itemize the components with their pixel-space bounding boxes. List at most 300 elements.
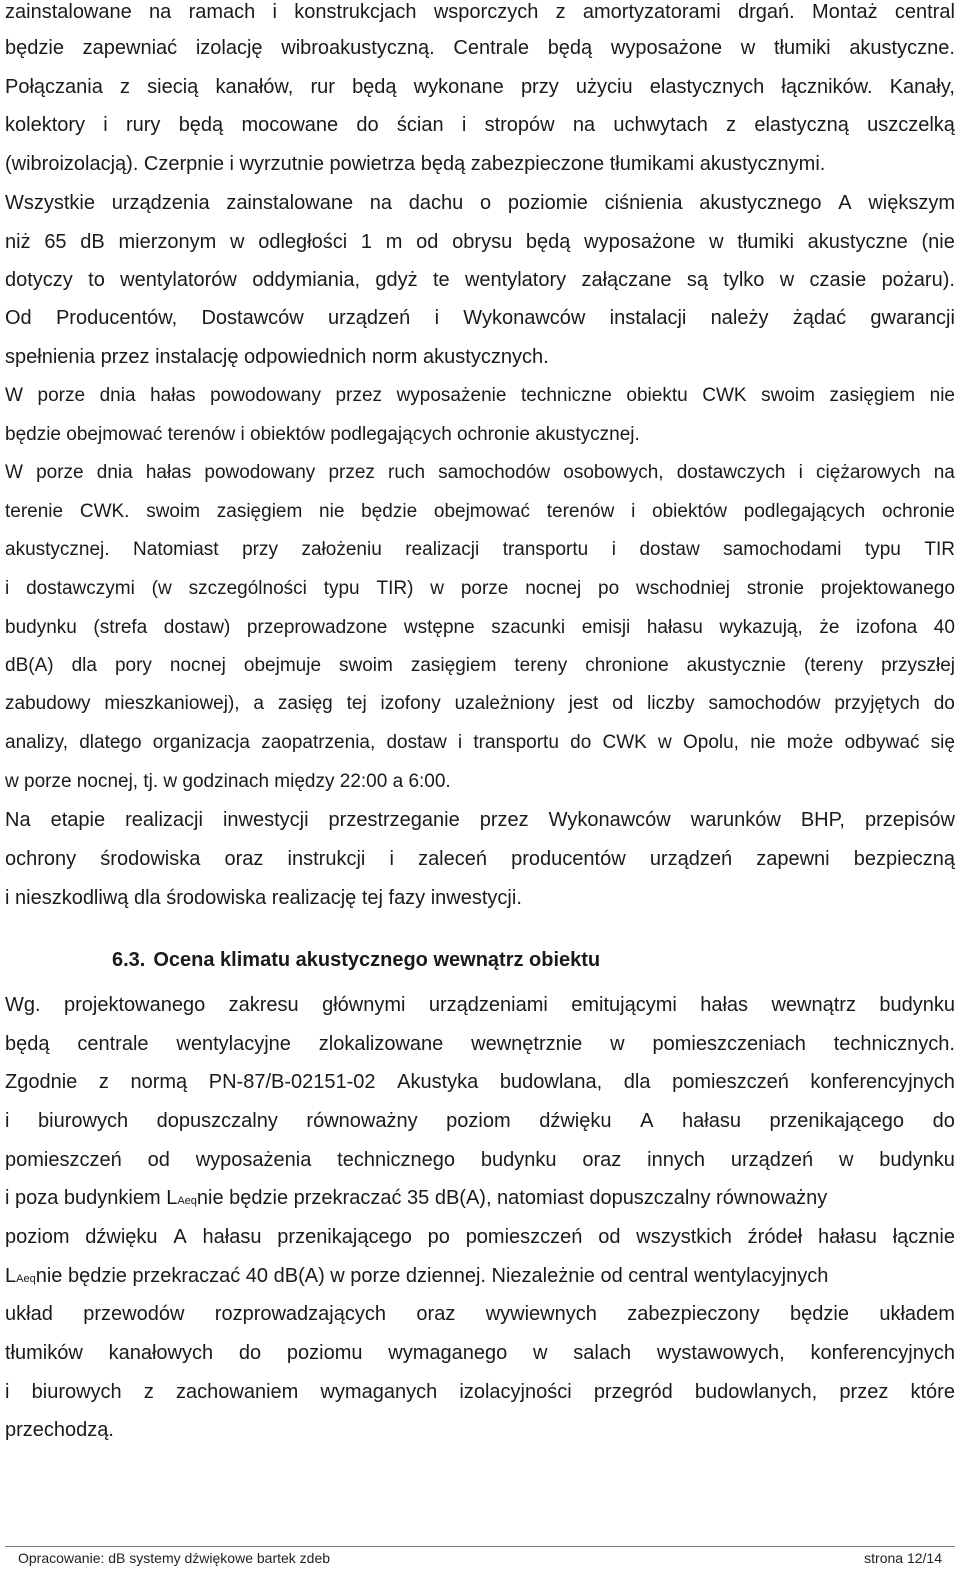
word: chronione bbox=[585, 655, 669, 676]
word: i bbox=[631, 501, 636, 522]
word: i bbox=[798, 462, 803, 483]
word: centrale bbox=[77, 1033, 149, 1055]
section-heading bbox=[112, 948, 600, 972]
word: elastyczną bbox=[754, 114, 849, 136]
word: szczególności bbox=[188, 578, 307, 599]
word: stronie bbox=[746, 578, 804, 599]
text-line bbox=[5, 1109, 955, 1133]
word: budynku bbox=[879, 994, 955, 1016]
word: elastycznych bbox=[649, 76, 765, 98]
word: ochrony bbox=[5, 848, 77, 870]
text-line bbox=[5, 993, 955, 1017]
text-line bbox=[5, 268, 955, 292]
word: głównymi bbox=[322, 994, 406, 1016]
word: kanałowych bbox=[108, 1342, 214, 1364]
word: Akustyka bbox=[397, 1071, 479, 1093]
word: akustyczne bbox=[807, 231, 908, 253]
word: i bbox=[5, 578, 10, 599]
word: uchwytach bbox=[613, 114, 708, 136]
word: z bbox=[120, 76, 130, 98]
word: pomieszczeń bbox=[465, 1226, 583, 1248]
word: realizacji bbox=[125, 809, 203, 831]
word: transportu bbox=[473, 732, 559, 753]
word: i bbox=[611, 539, 616, 560]
word: założeniu bbox=[301, 539, 382, 560]
word: konferencyjnych bbox=[810, 1071, 955, 1093]
word: dźwięku bbox=[85, 1226, 158, 1248]
word: i bbox=[103, 114, 108, 136]
word: od bbox=[147, 1149, 170, 1171]
word: w bbox=[533, 1342, 548, 1364]
word: z bbox=[555, 1, 566, 23]
word: organizacja bbox=[152, 732, 250, 753]
word: w bbox=[430, 578, 444, 599]
word: Natomiast bbox=[133, 539, 219, 560]
word: W bbox=[5, 462, 23, 483]
word: przez bbox=[479, 809, 529, 831]
text-line bbox=[5, 1380, 955, 1404]
word: urządzeń bbox=[730, 1149, 814, 1171]
word: będą bbox=[547, 37, 593, 59]
word: zaleceń bbox=[418, 848, 487, 870]
word: konferencyjnych bbox=[810, 1342, 955, 1364]
word: budynku bbox=[879, 1149, 955, 1171]
word: zasięgiem bbox=[216, 501, 303, 522]
word: nie bbox=[319, 501, 345, 522]
word: TIR) bbox=[376, 578, 414, 599]
word: przestrzeganie bbox=[328, 809, 460, 831]
word: drgań. bbox=[737, 1, 795, 23]
word: po bbox=[427, 1226, 450, 1248]
word: będzie bbox=[361, 501, 418, 522]
word: dostawczych bbox=[676, 462, 786, 483]
word: wyposażenie bbox=[396, 385, 507, 406]
word: o bbox=[480, 192, 492, 214]
word: uzależniony bbox=[454, 693, 555, 714]
word: central bbox=[894, 1, 955, 23]
word: układem bbox=[879, 1303, 955, 1325]
word: poziomu bbox=[286, 1342, 363, 1364]
word: na bbox=[149, 1, 172, 23]
word: się bbox=[930, 732, 955, 753]
word: Od bbox=[5, 307, 32, 329]
word: konstrukcjach bbox=[294, 1, 417, 23]
word: liczby bbox=[647, 693, 695, 714]
word: akustycznego bbox=[699, 192, 822, 214]
text-line: spełnienia przez instalację odpowiednich norm akustycznych. bbox=[5, 346, 549, 368]
word: w bbox=[838, 1149, 854, 1171]
word: projektowanego bbox=[820, 578, 955, 599]
text-line bbox=[5, 75, 955, 99]
word: hałas bbox=[150, 385, 196, 406]
word: 1 bbox=[360, 231, 373, 253]
word: łącznie bbox=[892, 1226, 955, 1248]
word: należy bbox=[710, 307, 769, 329]
subscript: Aeq bbox=[16, 1273, 36, 1285]
word: większym bbox=[868, 192, 955, 214]
word: jest bbox=[568, 693, 599, 714]
word: odbywać bbox=[844, 732, 920, 753]
word: Producentów, bbox=[55, 307, 178, 329]
word: przyjętych bbox=[834, 693, 920, 714]
word: oraz bbox=[416, 1303, 456, 1325]
text-fragment: i poza budynkiem L bbox=[5, 1187, 178, 1209]
word: zainstalowane bbox=[5, 1, 132, 23]
word: techniczne bbox=[520, 385, 612, 406]
word: budowlanych, bbox=[694, 1381, 818, 1403]
text-line bbox=[5, 36, 955, 60]
word: i bbox=[457, 732, 463, 753]
word: technicznych. bbox=[833, 1033, 955, 1055]
word: będzie bbox=[5, 37, 64, 59]
word: na bbox=[933, 462, 955, 483]
text-line bbox=[5, 654, 955, 678]
word: będą bbox=[525, 231, 571, 253]
word: przy bbox=[242, 539, 278, 560]
word: dostaw bbox=[639, 539, 700, 560]
word: zakresu bbox=[228, 994, 299, 1016]
word: 65 bbox=[44, 231, 67, 253]
word: przenikającego bbox=[769, 1110, 905, 1132]
word: obrysu bbox=[452, 231, 513, 253]
word: wibroakustyczną. bbox=[281, 37, 435, 59]
word: odległości bbox=[258, 231, 348, 253]
word: tłumików bbox=[5, 1342, 83, 1364]
word: osobowych, bbox=[563, 462, 664, 483]
word: nie bbox=[750, 732, 776, 753]
word: Kanały, bbox=[889, 76, 955, 98]
word: hałas bbox=[145, 462, 192, 483]
word: wystawowych, bbox=[656, 1342, 785, 1364]
word: kanałów, bbox=[215, 76, 294, 98]
word: do bbox=[933, 693, 955, 714]
word: wymaganych bbox=[320, 1381, 438, 1403]
word: pory bbox=[114, 655, 152, 676]
word: hałasu bbox=[202, 1226, 262, 1248]
word: pożaru). bbox=[881, 269, 955, 291]
word: akustycznie bbox=[686, 655, 786, 676]
word: wymaganego bbox=[388, 1342, 508, 1364]
word: mieszkaniowej), bbox=[104, 693, 240, 714]
text-line: (wibroizolacją). Czerpnie i wyrzutnie powietrza będą zabezpieczone tłumikami akustycznymi. bbox=[5, 153, 826, 175]
word: swoim bbox=[339, 655, 393, 676]
word: dla bbox=[623, 1071, 651, 1093]
word: CWK bbox=[602, 732, 647, 753]
word: wsporczych bbox=[433, 1, 539, 23]
word: urządzeniami bbox=[428, 994, 548, 1016]
word: dopuszczalny bbox=[156, 1110, 278, 1132]
word: w bbox=[610, 1033, 625, 1055]
text-line bbox=[5, 616, 955, 640]
word: ścian bbox=[396, 114, 444, 136]
word: BHP, bbox=[800, 809, 845, 831]
text-line: będzie obejmować terenów i obiektów podlegających ochronie akustycznej. bbox=[5, 424, 640, 445]
word: ochronie bbox=[881, 501, 955, 522]
word: porze bbox=[36, 462, 84, 483]
word: od bbox=[416, 231, 439, 253]
word: tylko bbox=[723, 269, 765, 291]
word: użyciu bbox=[575, 76, 633, 98]
word: urządzeń bbox=[328, 307, 411, 329]
text-line: i nieszkodliwą dla środowiska realizację tej fazy inwestycji. bbox=[5, 887, 522, 909]
word: Dostawców bbox=[201, 307, 304, 329]
word: samochodami bbox=[723, 539, 842, 560]
word: ciężarowych bbox=[816, 462, 921, 483]
word: te bbox=[432, 269, 450, 291]
word: wentylatorów bbox=[120, 269, 237, 291]
text-line bbox=[5, 1148, 955, 1172]
word: i bbox=[5, 1110, 10, 1132]
word: obiektu bbox=[626, 385, 688, 406]
word: 40 bbox=[933, 617, 955, 638]
word: oddymiania, bbox=[252, 269, 361, 291]
word: instrukcji bbox=[287, 848, 366, 870]
text-line bbox=[5, 0, 955, 24]
word: izofony bbox=[380, 693, 441, 714]
word: hałasu bbox=[682, 1110, 741, 1132]
word: urządzenia bbox=[111, 192, 210, 214]
word: może bbox=[786, 732, 834, 753]
word: CWK bbox=[702, 385, 747, 406]
word: z bbox=[143, 1381, 154, 1403]
word: przepisów bbox=[864, 809, 955, 831]
word: zachowaniem bbox=[176, 1381, 299, 1403]
word: zasięgiem bbox=[410, 655, 497, 676]
word: swoim bbox=[761, 385, 815, 406]
word: tej bbox=[346, 693, 367, 714]
word: podlegających bbox=[743, 501, 866, 522]
word: w bbox=[230, 231, 245, 253]
word: Centrale bbox=[453, 37, 529, 59]
word: dla bbox=[71, 655, 97, 676]
word: mocowane bbox=[241, 114, 339, 136]
word: oraz bbox=[224, 848, 264, 870]
text-line bbox=[5, 1225, 955, 1249]
word: załączane bbox=[581, 269, 672, 291]
word: przenikającego bbox=[277, 1226, 412, 1248]
word: będą bbox=[352, 76, 397, 98]
word: (nie bbox=[921, 231, 955, 253]
word: w bbox=[709, 231, 724, 253]
word: zapewni bbox=[756, 848, 830, 870]
word: i bbox=[434, 307, 440, 329]
word: będą bbox=[5, 1033, 50, 1055]
word: kolektory bbox=[5, 114, 86, 136]
word: przez bbox=[328, 462, 375, 483]
word: hałasu bbox=[817, 1226, 877, 1248]
word: z bbox=[726, 114, 737, 136]
word: porze bbox=[37, 385, 86, 406]
word: obiektów bbox=[652, 501, 728, 522]
word: wyposażone bbox=[610, 37, 723, 59]
word: obejmuje bbox=[243, 655, 322, 676]
word: w bbox=[658, 732, 672, 753]
word: poziomie bbox=[507, 192, 588, 214]
word: przeprowadzone bbox=[246, 617, 388, 638]
word: wewnętrznie bbox=[471, 1033, 583, 1055]
word: będą bbox=[178, 114, 224, 136]
text-line bbox=[5, 692, 955, 716]
word: wykazują, bbox=[719, 617, 803, 638]
word: dB(A) bbox=[5, 655, 54, 676]
word: realizacji bbox=[405, 539, 480, 560]
word: producentów bbox=[511, 848, 626, 870]
word: emitującymi bbox=[571, 994, 677, 1016]
section-number: 6.3. bbox=[112, 949, 146, 971]
word: powodowany bbox=[204, 462, 316, 483]
word: wewnątrz bbox=[771, 994, 856, 1016]
word: które bbox=[910, 1381, 955, 1403]
word: warunków bbox=[690, 809, 781, 831]
text-line bbox=[5, 1070, 955, 1094]
footer-page-number: strona 12/14 bbox=[864, 1550, 942, 1566]
word: zabudowy bbox=[5, 693, 91, 714]
word: do bbox=[932, 1110, 955, 1132]
word: przewodów bbox=[83, 1303, 185, 1325]
word: instalacji bbox=[609, 307, 687, 329]
word: czasie bbox=[809, 269, 867, 291]
word: do bbox=[238, 1342, 262, 1364]
word: urządzeń bbox=[649, 848, 733, 870]
text-fragment: nie będzie przekraczać 40 dB(A) w porze dziennej. Niezależnie od central wentylacyjnych bbox=[35, 1265, 829, 1287]
section-title: Ocena klimatu akustycznego wewnątrz obiektu bbox=[153, 949, 601, 971]
word: do bbox=[356, 114, 379, 136]
word: nocnej bbox=[525, 578, 582, 599]
word: zaopatrzenia, bbox=[261, 732, 376, 753]
word: na bbox=[572, 114, 596, 136]
word: Na bbox=[5, 809, 31, 831]
text-fragment: L bbox=[5, 1265, 17, 1287]
word: A bbox=[838, 192, 852, 214]
word: Wszystkie bbox=[5, 192, 95, 214]
word: biurowych bbox=[38, 1110, 129, 1132]
word: bezpieczną bbox=[853, 848, 955, 870]
word: do bbox=[570, 732, 592, 753]
word: izofona bbox=[855, 617, 918, 638]
word: samochodów bbox=[438, 462, 551, 483]
word: wschodniej bbox=[636, 578, 731, 599]
word: pomieszczeń bbox=[672, 1071, 789, 1093]
word: i bbox=[272, 1, 277, 23]
word: obejmować bbox=[433, 501, 530, 522]
text-line: w porze nocnej, tj. w godzinach między 22:00 a 6:00. bbox=[5, 771, 451, 792]
word: wykonane bbox=[413, 76, 504, 98]
word: ciśnienia bbox=[604, 192, 683, 214]
word: akustycznej. bbox=[5, 539, 110, 560]
word: hałas bbox=[700, 994, 749, 1016]
word: zapewniać bbox=[82, 37, 178, 59]
word: technicznego bbox=[337, 1149, 456, 1171]
word: i bbox=[5, 1381, 10, 1403]
text-line bbox=[5, 731, 955, 755]
text-line bbox=[5, 577, 955, 601]
word: wywiewnych bbox=[485, 1303, 597, 1325]
word: przy bbox=[520, 76, 559, 98]
text-line bbox=[5, 113, 955, 137]
text-line bbox=[5, 461, 955, 485]
word: typu bbox=[323, 578, 360, 599]
footer-divider bbox=[5, 1546, 955, 1547]
word: swoim bbox=[146, 501, 201, 522]
word: szacunki bbox=[491, 617, 566, 638]
word: W bbox=[5, 385, 23, 406]
text-line bbox=[5, 1264, 955, 1291]
word: dźwięku bbox=[539, 1110, 612, 1132]
word: w bbox=[740, 37, 756, 59]
word: dachu bbox=[408, 192, 464, 214]
word: amortyzatorami bbox=[582, 1, 721, 23]
word: (w bbox=[151, 578, 172, 599]
subscript: Aeq bbox=[177, 1195, 197, 1207]
word: Opolu, bbox=[682, 732, 739, 753]
word: (strefa bbox=[93, 617, 148, 638]
word: terenie bbox=[5, 501, 64, 522]
word: Montaż bbox=[811, 1, 878, 23]
text-line bbox=[5, 1341, 955, 1365]
word: ruch bbox=[388, 462, 426, 483]
word: dB bbox=[80, 231, 105, 253]
word: stropów bbox=[484, 114, 555, 136]
word: środowiska bbox=[100, 848, 201, 870]
word: porze bbox=[460, 578, 509, 599]
word: rur bbox=[310, 76, 335, 98]
word: budynku bbox=[480, 1149, 557, 1171]
word: dotyczy bbox=[5, 269, 73, 291]
word: uszczelką bbox=[867, 114, 955, 136]
word: TIR bbox=[924, 539, 955, 560]
word: nie bbox=[929, 385, 955, 406]
word: przez bbox=[335, 385, 383, 406]
word: biurowych bbox=[31, 1381, 122, 1403]
word: Wykonawców bbox=[548, 809, 671, 831]
word: tłumiki bbox=[773, 37, 831, 59]
word: wyposażone bbox=[584, 231, 696, 253]
word: gwarancji bbox=[870, 307, 955, 329]
word: w bbox=[779, 269, 795, 291]
word: terenów bbox=[546, 501, 615, 522]
page-footer bbox=[0, 1540, 960, 1571]
word: analizy, bbox=[5, 732, 69, 753]
word: z bbox=[98, 1071, 109, 1093]
word: normą bbox=[130, 1071, 188, 1093]
text-line bbox=[5, 1302, 955, 1326]
word: po bbox=[598, 578, 620, 599]
word: zasięg bbox=[277, 693, 333, 714]
text-line bbox=[5, 500, 955, 524]
word: wszystkich bbox=[636, 1226, 732, 1248]
word: dlatego bbox=[79, 732, 142, 753]
word: równoważny bbox=[306, 1110, 418, 1132]
text-line bbox=[5, 1186, 955, 1213]
word: typu bbox=[864, 539, 901, 560]
word: tereny bbox=[514, 655, 568, 676]
word: zabezpieczony bbox=[627, 1303, 760, 1325]
word: będzie bbox=[790, 1303, 849, 1325]
word: CWK. bbox=[79, 501, 130, 522]
word: niż bbox=[5, 231, 31, 253]
text-line bbox=[5, 1032, 955, 1056]
word: budynku bbox=[5, 617, 77, 638]
word: rozprowadzających bbox=[214, 1303, 386, 1325]
word: a bbox=[253, 693, 264, 714]
word: oraz bbox=[582, 1149, 622, 1171]
word: wentylacyjne bbox=[176, 1033, 291, 1055]
word: że bbox=[819, 617, 840, 638]
word: pomieszczeniach bbox=[652, 1033, 806, 1055]
word: rury bbox=[125, 114, 161, 136]
word: m bbox=[385, 231, 403, 253]
word: dostaw) bbox=[163, 617, 231, 638]
